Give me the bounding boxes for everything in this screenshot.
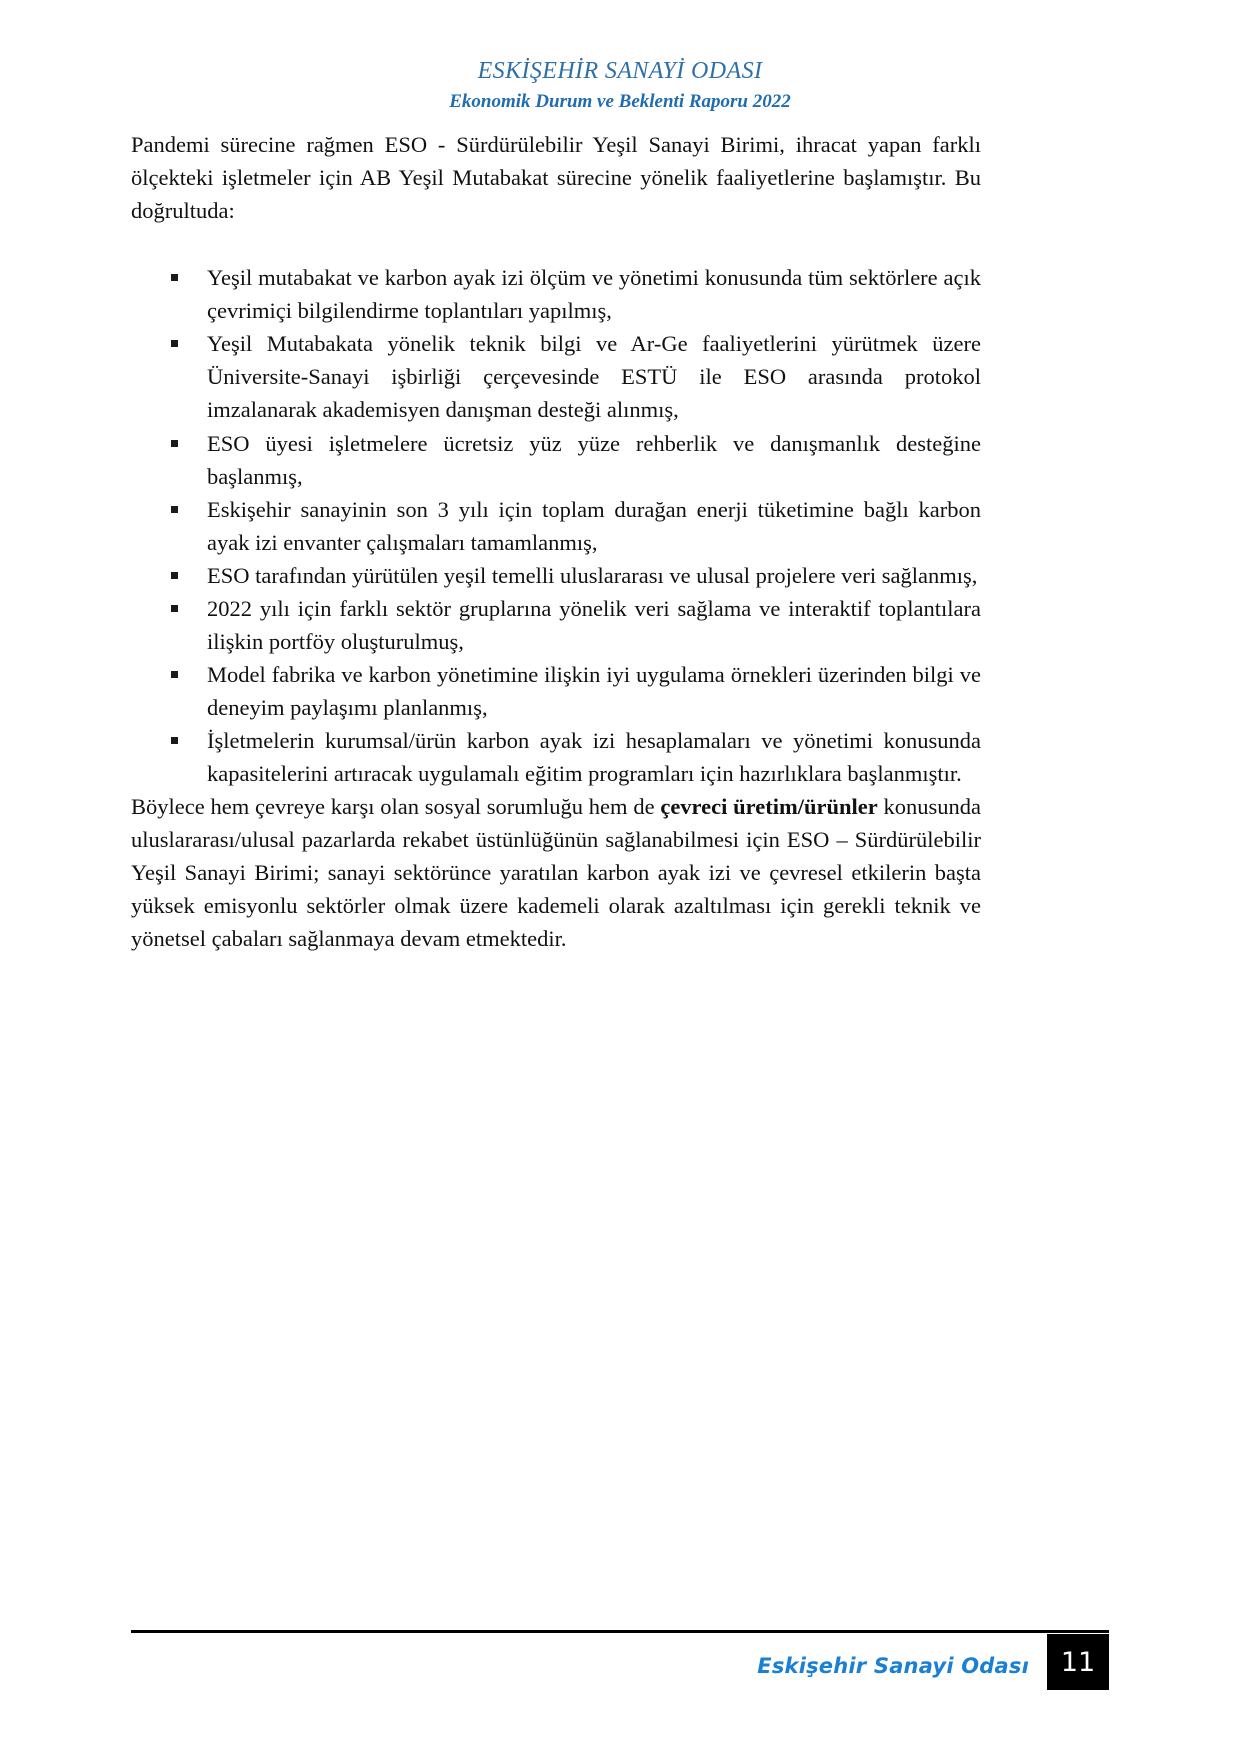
list-item-label: ESO üyesi işletmelere ücretsiz yüz yüze rehberlik ve danışmanlık desteğine başlanmış, [207, 430, 981, 489]
closing-text-part2: konusunda uluslararası/ulusal pazarlarda rekabet üstünlüğünün sağlanabilmesi için ESO – Sürdürülebilir Yeşil Sanayi Birimi; sanayi sektörünce yaratılan karbon ayak izi ve çevresel etkilerin başta yüksek emisyonlu sektörler olmak üzere kademeli olarak azaltılması için gerekli teknik ve yönetsel çabaları sağlanmaya devam etmektedir. [131, 794, 981, 952]
list-item-label: Yeşil Mutabakata yönelik teknik bilgi ve Ar-Ge faaliyetlerini yürütmek üzere Üniversite-Sanayi işbirliği çerçevesinde ESTÜ ile ESO arasında protokol imzalanarak akademisyen danışman desteği alınmış, [207, 331, 981, 423]
list-item [169, 592, 981, 658]
square-bullet-icon [171, 671, 178, 678]
footer-organization-label: Eskişehir Sanayi Odası [757, 1654, 1029, 1678]
list-item [169, 327, 981, 426]
closing-text-part1: Böylece hem çevreye karşı olan sosyal sorumluğu hem de [131, 794, 661, 820]
page-number-badge: 11 [1047, 1634, 1109, 1690]
header-title: ESKİŞEHİR SANAYİ ODASI [477, 58, 763, 84]
square-bullet-icon [171, 572, 178, 579]
list-item [169, 559, 981, 592]
list-item [169, 658, 981, 724]
list-item-label: Eskişehir sanayinin son 3 yılı için toplam durağan enerji tüketimine bağlı karbon ayak izi envanter çalışmaları tamamlanmış, [207, 496, 981, 555]
list-item-label: ESO tarafından yürütülen yeşil temelli uluslararası ve ulusal projelere veri sağlanmış, [207, 562, 978, 588]
list-item-label: 2022 yılı için farklı sektör gruplarına yönelik veri sağlama ve interaktif toplantılara ilişkin portföy oluşturulmuş, [207, 595, 981, 654]
list-item [169, 427, 981, 493]
intro-paragraph: Pandemi sürecine rağmen ESO - Sürdürülebilir Yeşil Sanayi Birimi, ihracat yapan farklı ölçekteki işletmeler için AB Yeşil Mutabakat sürecine yönelik faaliyetlerine başlamıştır. Bu doğrultuda: [131, 132, 981, 224]
list-item-label: İşletmelerin kurumsal/ürün karbon ayak izi hesaplamaları ve yönetimi konusunda kapasitelerini artıracak uygulamalı eğitim programları için hazırlıklara başlanmıştır. [207, 728, 981, 787]
closing-paragraph [131, 790, 981, 955]
activities-bullet-list [131, 261, 981, 790]
list-item-label: Yeşil mutabakat ve karbon ayak izi ölçüm ve yönetimi konusunda tüm sektörlere açık çevrimiçi bilgilendirme toplantıları yapılmış, [207, 265, 981, 324]
square-bullet-icon [171, 440, 178, 447]
list-item [169, 724, 981, 790]
square-bullet-icon [171, 737, 178, 744]
document-footer [131, 1630, 1109, 1691]
closing-text-emphasis: çevreci üretim/ürünler [660, 794, 878, 820]
list-item-label: Model fabrika ve karbon yönetimine ilişkin iyi uygulama örnekleri üzerinden bilgi ve deneyim paylaşımı planlanmış, [207, 661, 981, 720]
square-bullet-icon [171, 340, 178, 347]
header-subtitle: Ekonomik Durum ve Beklenti Raporu 2022 [449, 90, 791, 112]
list-item [169, 493, 981, 559]
footer-content [131, 1633, 1109, 1691]
document-header [0, 58, 1240, 114]
list-item [169, 261, 981, 327]
square-bullet-icon [171, 506, 178, 513]
square-bullet-icon [171, 274, 178, 281]
document-body [131, 128, 981, 956]
square-bullet-icon [171, 605, 178, 612]
